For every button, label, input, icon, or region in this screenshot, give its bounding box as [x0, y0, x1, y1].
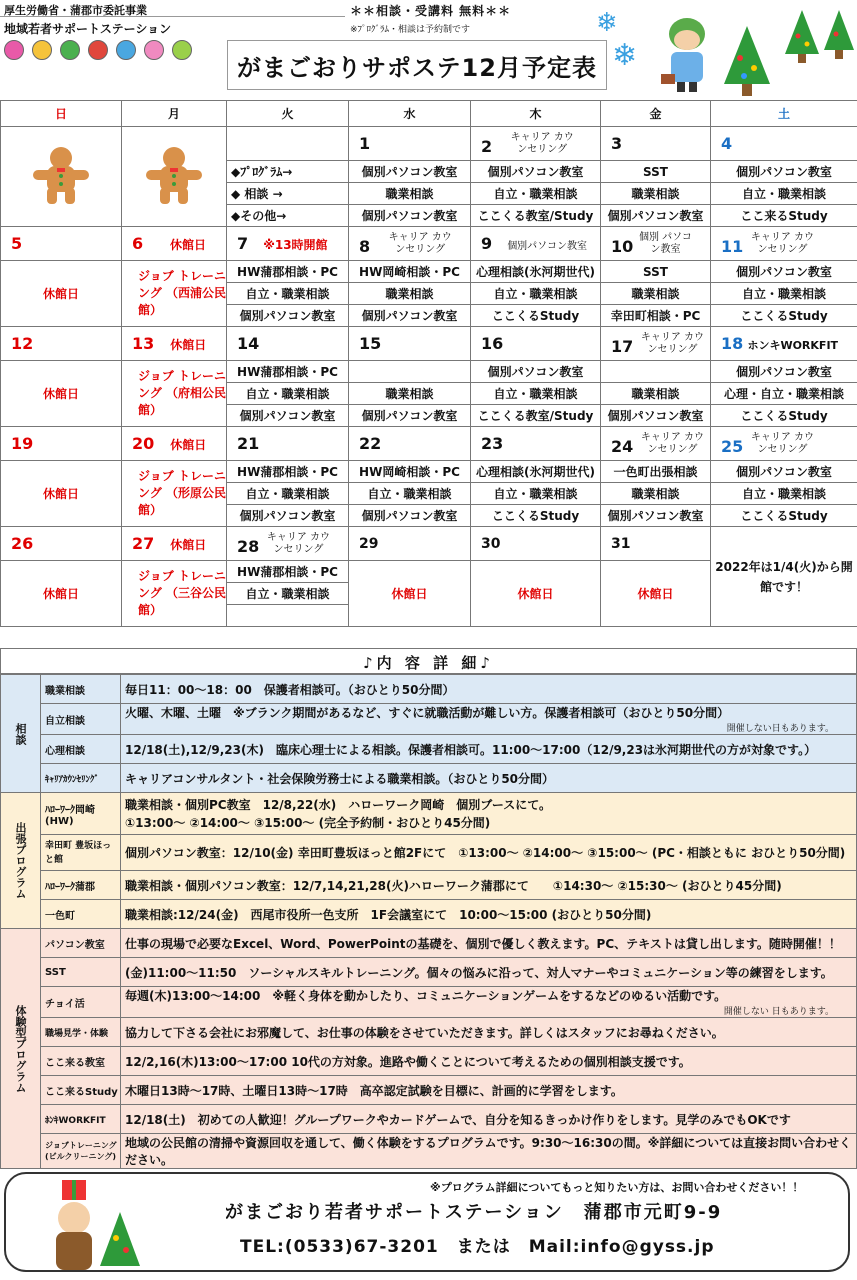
- detail-name: 職場見学・体験: [41, 1018, 121, 1047]
- day-11: 11 キャリア カウンセリング: [711, 227, 857, 261]
- day-9: 9 個別パソコン教室: [471, 227, 601, 261]
- event: 心理・自立・職業相談: [711, 383, 857, 405]
- event: 個別パソコン教室: [471, 361, 601, 383]
- christmas-tree-icon: [720, 24, 775, 98]
- snowflake-icon: ❄: [612, 38, 638, 73]
- consult-label: ◆ 相談 →: [227, 183, 349, 205]
- day-18: 18 ホンキWORKFIT: [711, 327, 857, 361]
- day-5: 5: [1, 227, 122, 261]
- free-notice: ＊＊相談・受講料 無料＊＊: [350, 4, 512, 18]
- christmas-tree-icon: [782, 8, 822, 64]
- gingerbread-icon: [142, 144, 206, 206]
- event: HW岡崎相談・PC: [349, 461, 471, 483]
- dow-sat: 土: [711, 101, 857, 127]
- event: 個別パソコン教室: [349, 305, 471, 327]
- event: 幸田町相談・PC: [601, 305, 711, 327]
- event: 職業相談: [601, 383, 711, 405]
- event: ここくるStudy: [711, 405, 857, 427]
- day-12: 12: [1, 327, 122, 361]
- day-26: 26: [1, 527, 122, 561]
- group-experience: 体験型プログラム: [1, 929, 41, 1169]
- new-year-notice: 2022年は1/4(火)から開館です！: [711, 527, 857, 627]
- weekday-header: [1, 101, 857, 127]
- closed-day: 休館日: [1, 261, 122, 327]
- details-title: ♪内 容 詳 細♪: [0, 648, 857, 674]
- day-8: 8 キャリア カウンセリング: [349, 227, 471, 261]
- event: 自立・職業相談: [471, 183, 601, 205]
- event: 自立・職業相談: [711, 183, 857, 205]
- day-21: 21: [227, 427, 349, 461]
- detail-text: 毎日11：00～18：00 保護者相談可。（おひとり50分間）: [121, 675, 857, 704]
- event: 自立・職業相談: [471, 283, 601, 305]
- event: 職業相談: [349, 283, 471, 305]
- day-28: 28 キャリア カウンセリング: [227, 527, 349, 561]
- detail-text: 火曜、木曜、土曜 ※ブランク期間があるなど、すぐに就職活動が難しい方。保護者相談可（おひとり50分間） 開催しない日もあります。: [121, 704, 857, 735]
- empty-tue-cell: [227, 127, 349, 161]
- job-training: ジョブ トレーニング （三谷公民館）: [122, 561, 227, 627]
- day-3: 3: [601, 127, 711, 161]
- event: [601, 361, 711, 383]
- footer-note: ※プログラム詳細についてもっと知りたい方は、お問い合わせください！！: [430, 1181, 804, 1194]
- details-table: [0, 674, 857, 1169]
- event: ここくるStudy: [711, 505, 857, 527]
- detail-name: ﾊﾛｰﾜｰｸ蒲郡: [41, 871, 121, 900]
- day-10: 10 個別 パソコン教室: [601, 227, 711, 261]
- event: [227, 605, 349, 627]
- reservation-note: ※ﾌﾟﾛｸﾞﾗﾑ・相談は予約制です: [350, 25, 471, 35]
- day-14: 14: [227, 327, 349, 361]
- detail-text: 12/2,16(木)13:00～17:00 10代の方対象。進路や働くことについて考えるための個別相談支援です。: [121, 1047, 857, 1076]
- ornament-icon: [4, 40, 24, 60]
- closed-day: 休館日: [1, 461, 122, 527]
- event: 個別パソコン教室: [711, 361, 857, 383]
- event: 自立・職業相談: [471, 383, 601, 405]
- event: 職業相談: [349, 183, 471, 205]
- detail-text: 個別パソコン教室：12/10(金) 幸田町豊坂ほっと館2Fにて ①13:00～ ②14:00～ ③15:00～ (PC・相談ともに おひとり50分間): [121, 835, 857, 871]
- day-30: 30: [471, 527, 601, 561]
- detail-name: 一色町: [41, 900, 121, 929]
- detail-name: ﾊﾛｰﾜｰｸ岡崎 (HW): [41, 793, 121, 835]
- event: 自立・職業相談: [711, 283, 857, 305]
- closed-day: 休館日: [471, 561, 601, 627]
- event: 自立・職業相談: [711, 483, 857, 505]
- event: 個別パソコン教室: [349, 505, 471, 527]
- event: HW蒲郡相談・PC: [227, 561, 349, 583]
- event: 自立・職業相談: [471, 483, 601, 505]
- day-2: 2 キャリア カウンセリング: [471, 127, 601, 161]
- event: ここくる教室/Study: [471, 205, 601, 227]
- event: 個別パソコン教室: [227, 405, 349, 427]
- event: HW蒲郡相談・PC: [227, 261, 349, 283]
- event: 個別パソコン教室: [711, 161, 857, 183]
- detail-name: ここ来るStudy: [41, 1076, 121, 1105]
- gingerbread-icon: [29, 144, 93, 206]
- ornament-icon: [172, 40, 192, 60]
- detail-text: 協力して下さる会社にお邪魔して、お仕事の体験をさせていただきます。詳しくはスタッフにお尋ねください。: [121, 1018, 857, 1047]
- detail-name: ｷｬﾘｱｶｳﾝｾﾘﾝｸﾞ: [41, 764, 121, 793]
- event: SST: [601, 261, 711, 283]
- event: 個別パソコン教室: [471, 161, 601, 183]
- event: ここくる教室/Study: [471, 405, 601, 427]
- detail-text: 毎週(木)13:00～14:00 ※軽く身体を動かしたり、コミュニケーションゲームをするなどのゆるい活動です。 開催しない 日もあります。: [121, 987, 857, 1018]
- event: 個別パソコン教室: [601, 405, 711, 427]
- organization-name: 地域若者サポートステーション: [4, 22, 172, 36]
- day-23: 23: [471, 427, 601, 461]
- day-7: 7 ※13時開館: [227, 227, 349, 261]
- closed-day: 休館日: [1, 561, 122, 627]
- day-15: 15: [349, 327, 471, 361]
- detail-text: (金)11:00～11:50 ソーシャルスキルトレーニング。個々の悩みに沿って、対人マナーやコミュニケーション等の練習をします。: [121, 958, 857, 987]
- dow-tue: 火: [227, 101, 349, 127]
- dow-fri: 金: [601, 101, 711, 127]
- detail-text: 職業相談:12/24(金) 西尾市役所一色支所 1F会議室にて 10:00～15:00 (おひとり50分間): [121, 900, 857, 929]
- day-25: 25 キャリア カウンセリング: [711, 427, 857, 461]
- day-1: 1: [349, 127, 471, 161]
- event: 心理相談(氷河期世代): [471, 461, 601, 483]
- mascot-with-gift-icon: [36, 1176, 144, 1272]
- detail-text: 地域の公民館の清掃や資源回収を通して、働く体験をするプログラムです。9:30～16:30の間。※詳細については直接お問い合わせください。: [121, 1134, 857, 1169]
- detail-name: 自立相談: [41, 704, 121, 735]
- event: 個別パソコン教室: [349, 405, 471, 427]
- page-title: がまごおりサポステ12月予定表: [237, 53, 597, 82]
- event: 個別パソコン教室: [711, 261, 857, 283]
- detail-name: パソコン教室: [41, 929, 121, 958]
- event: 職業相談: [349, 383, 471, 405]
- event: 自立・職業相談: [349, 483, 471, 505]
- ornament-icon: [144, 40, 164, 60]
- detail-name: ジョブトレーニング (ビルクリーニング): [41, 1134, 121, 1169]
- closed-day: 休館日: [1, 361, 122, 427]
- christmas-tree-icon: [822, 8, 856, 60]
- event: 自立・職業相談: [227, 483, 349, 505]
- detail-name: 幸田町 豊坂ほっと館: [41, 835, 121, 871]
- day-6: 6 休館日: [122, 227, 227, 261]
- title-box: [227, 40, 607, 90]
- event: 職業相談: [601, 183, 711, 205]
- event: ここ来るStudy: [711, 205, 857, 227]
- contact-info: TEL:(0533)67-3201 または Mail:info@gyss.jp: [240, 1237, 715, 1257]
- event: 自立・職業相談: [227, 283, 349, 305]
- event: 個別パソコン教室: [711, 461, 857, 483]
- detail-name: ﾎﾝｷWORKFIT: [41, 1105, 121, 1134]
- day-27: 27 休館日: [122, 527, 227, 561]
- ornament-icon: [88, 40, 108, 60]
- event: HW蒲郡相談・PC: [227, 461, 349, 483]
- dow-wed: 水: [349, 101, 471, 127]
- job-training: ジョブ トレーニング （形原公民館）: [122, 461, 227, 527]
- group-outreach: 出張プログラム: [1, 793, 41, 929]
- detail-name: チョイ活: [41, 987, 121, 1018]
- day-19: 19: [1, 427, 122, 461]
- program-label: ◆ﾌﾟﾛｸﾞﾗﾑ→: [227, 161, 349, 183]
- closed-day: 休館日: [601, 561, 711, 627]
- other-label: ◆その他→: [227, 205, 349, 227]
- day-16: 16: [471, 327, 601, 361]
- ornament-icon: [32, 40, 52, 60]
- event: 自立・職業相談: [227, 383, 349, 405]
- detail-name: 職業相談: [41, 675, 121, 704]
- event: 個別パソコン教室: [601, 205, 711, 227]
- detail-text: 木曜日13時～17時、土曜日13時～17時 高卒認定試験を目標に、計画的に学習をします。: [121, 1076, 857, 1105]
- day-24: 24 キャリア カウンセリング: [601, 427, 711, 461]
- day-29: 29: [349, 527, 471, 561]
- ornament-icon: [116, 40, 136, 60]
- mascot-icon: [655, 12, 715, 94]
- event: 個別パソコン教室: [601, 505, 711, 527]
- dow-thu: 木: [471, 101, 601, 127]
- event: ここくるStudy: [711, 305, 857, 327]
- empty-sun-cell: [1, 127, 122, 227]
- detail-text: キャリアコンサルタント・社会保険労務士による職業相談。（おひとり50分間）: [121, 764, 857, 793]
- detail-name: ここ来る教室: [41, 1047, 121, 1076]
- detail-text: 12/18(土) 初めての人歓迎！グループワークやカードゲームで、自分を知るきっかけ作りをします。見学のみでもOKです: [121, 1105, 857, 1134]
- event: 個別パソコン教室: [349, 205, 471, 227]
- event: ここくるStudy: [471, 305, 601, 327]
- sponsor-text: 厚生労働省・蒲郡市委託事業: [4, 4, 147, 17]
- day-20: 20 休館日: [122, 427, 227, 461]
- empty-mon-cell: [122, 127, 227, 227]
- event: 一色町出張相談: [601, 461, 711, 483]
- event: 個別パソコン教室: [349, 161, 471, 183]
- ornament-icon: [60, 40, 80, 60]
- dow-sun: 日: [1, 101, 122, 127]
- header: [0, 0, 857, 100]
- day-13: 13 休館日: [122, 327, 227, 361]
- closed-day: 休館日: [349, 561, 471, 627]
- job-training: ジョブ トレーニング （府相公民館）: [122, 361, 227, 427]
- detail-text: 職業相談・個別パソコン教室：12/7,14,21,28(火)ハローワーク蒲郡にて ①14:30～ ②15:30～ (おひとり45分間): [121, 871, 857, 900]
- detail-text: 12/18(土),12/9,23(木) 臨床心理士による相談。保護者相談可。11:00～17:00（12/9,23は氷河期世代の方が対象です。）: [121, 735, 857, 764]
- detail-name: SST: [41, 958, 121, 987]
- dow-mon: 月: [122, 101, 227, 127]
- event: SST: [601, 161, 711, 183]
- group-consult: 相談: [1, 675, 41, 793]
- day-31: 31: [601, 527, 711, 561]
- event: 自立・職業相談: [227, 583, 349, 605]
- day-4: 4: [711, 127, 857, 161]
- detail-text: 職業相談・個別PC教室 12/8,22(水) ハローワーク岡崎 個別ブースにて。 ①13:00～ ②14:00～ ③15:00～ (完全予約制・おひとり45分間): [121, 793, 857, 835]
- day-17: 17 キャリア カウンセリング: [601, 327, 711, 361]
- event: 個別パソコン教室: [227, 505, 349, 527]
- ornament-decoration: [4, 40, 214, 70]
- event: [349, 361, 471, 383]
- detail-text: 仕事の現場で必要なExcel、Word、PowerPointの基礎を、個別で優しく教えます。PC、テキストは貸し出します。随時開催！！: [121, 929, 857, 958]
- event: 心理相談(氷河期世代): [471, 261, 601, 283]
- organization-address: がまごおり若者サポートステーション 蒲郡市元町9-9: [225, 1202, 723, 1223]
- job-training: ジョブ トレーニング （西浦公民館）: [122, 261, 227, 327]
- day-22: 22: [349, 427, 471, 461]
- header-divider: [0, 16, 345, 17]
- event: 個別パソコン教室: [227, 305, 349, 327]
- snowflake-icon: ❄: [596, 8, 618, 38]
- detail-name: 心理相談: [41, 735, 121, 764]
- event: HW岡崎相談・PC: [349, 261, 471, 283]
- event: HW蒲郡相談・PC: [227, 361, 349, 383]
- event: 職業相談: [601, 483, 711, 505]
- event: 職業相談: [601, 283, 711, 305]
- event: ここくるStudy: [471, 505, 601, 527]
- calendar-table: [0, 100, 857, 627]
